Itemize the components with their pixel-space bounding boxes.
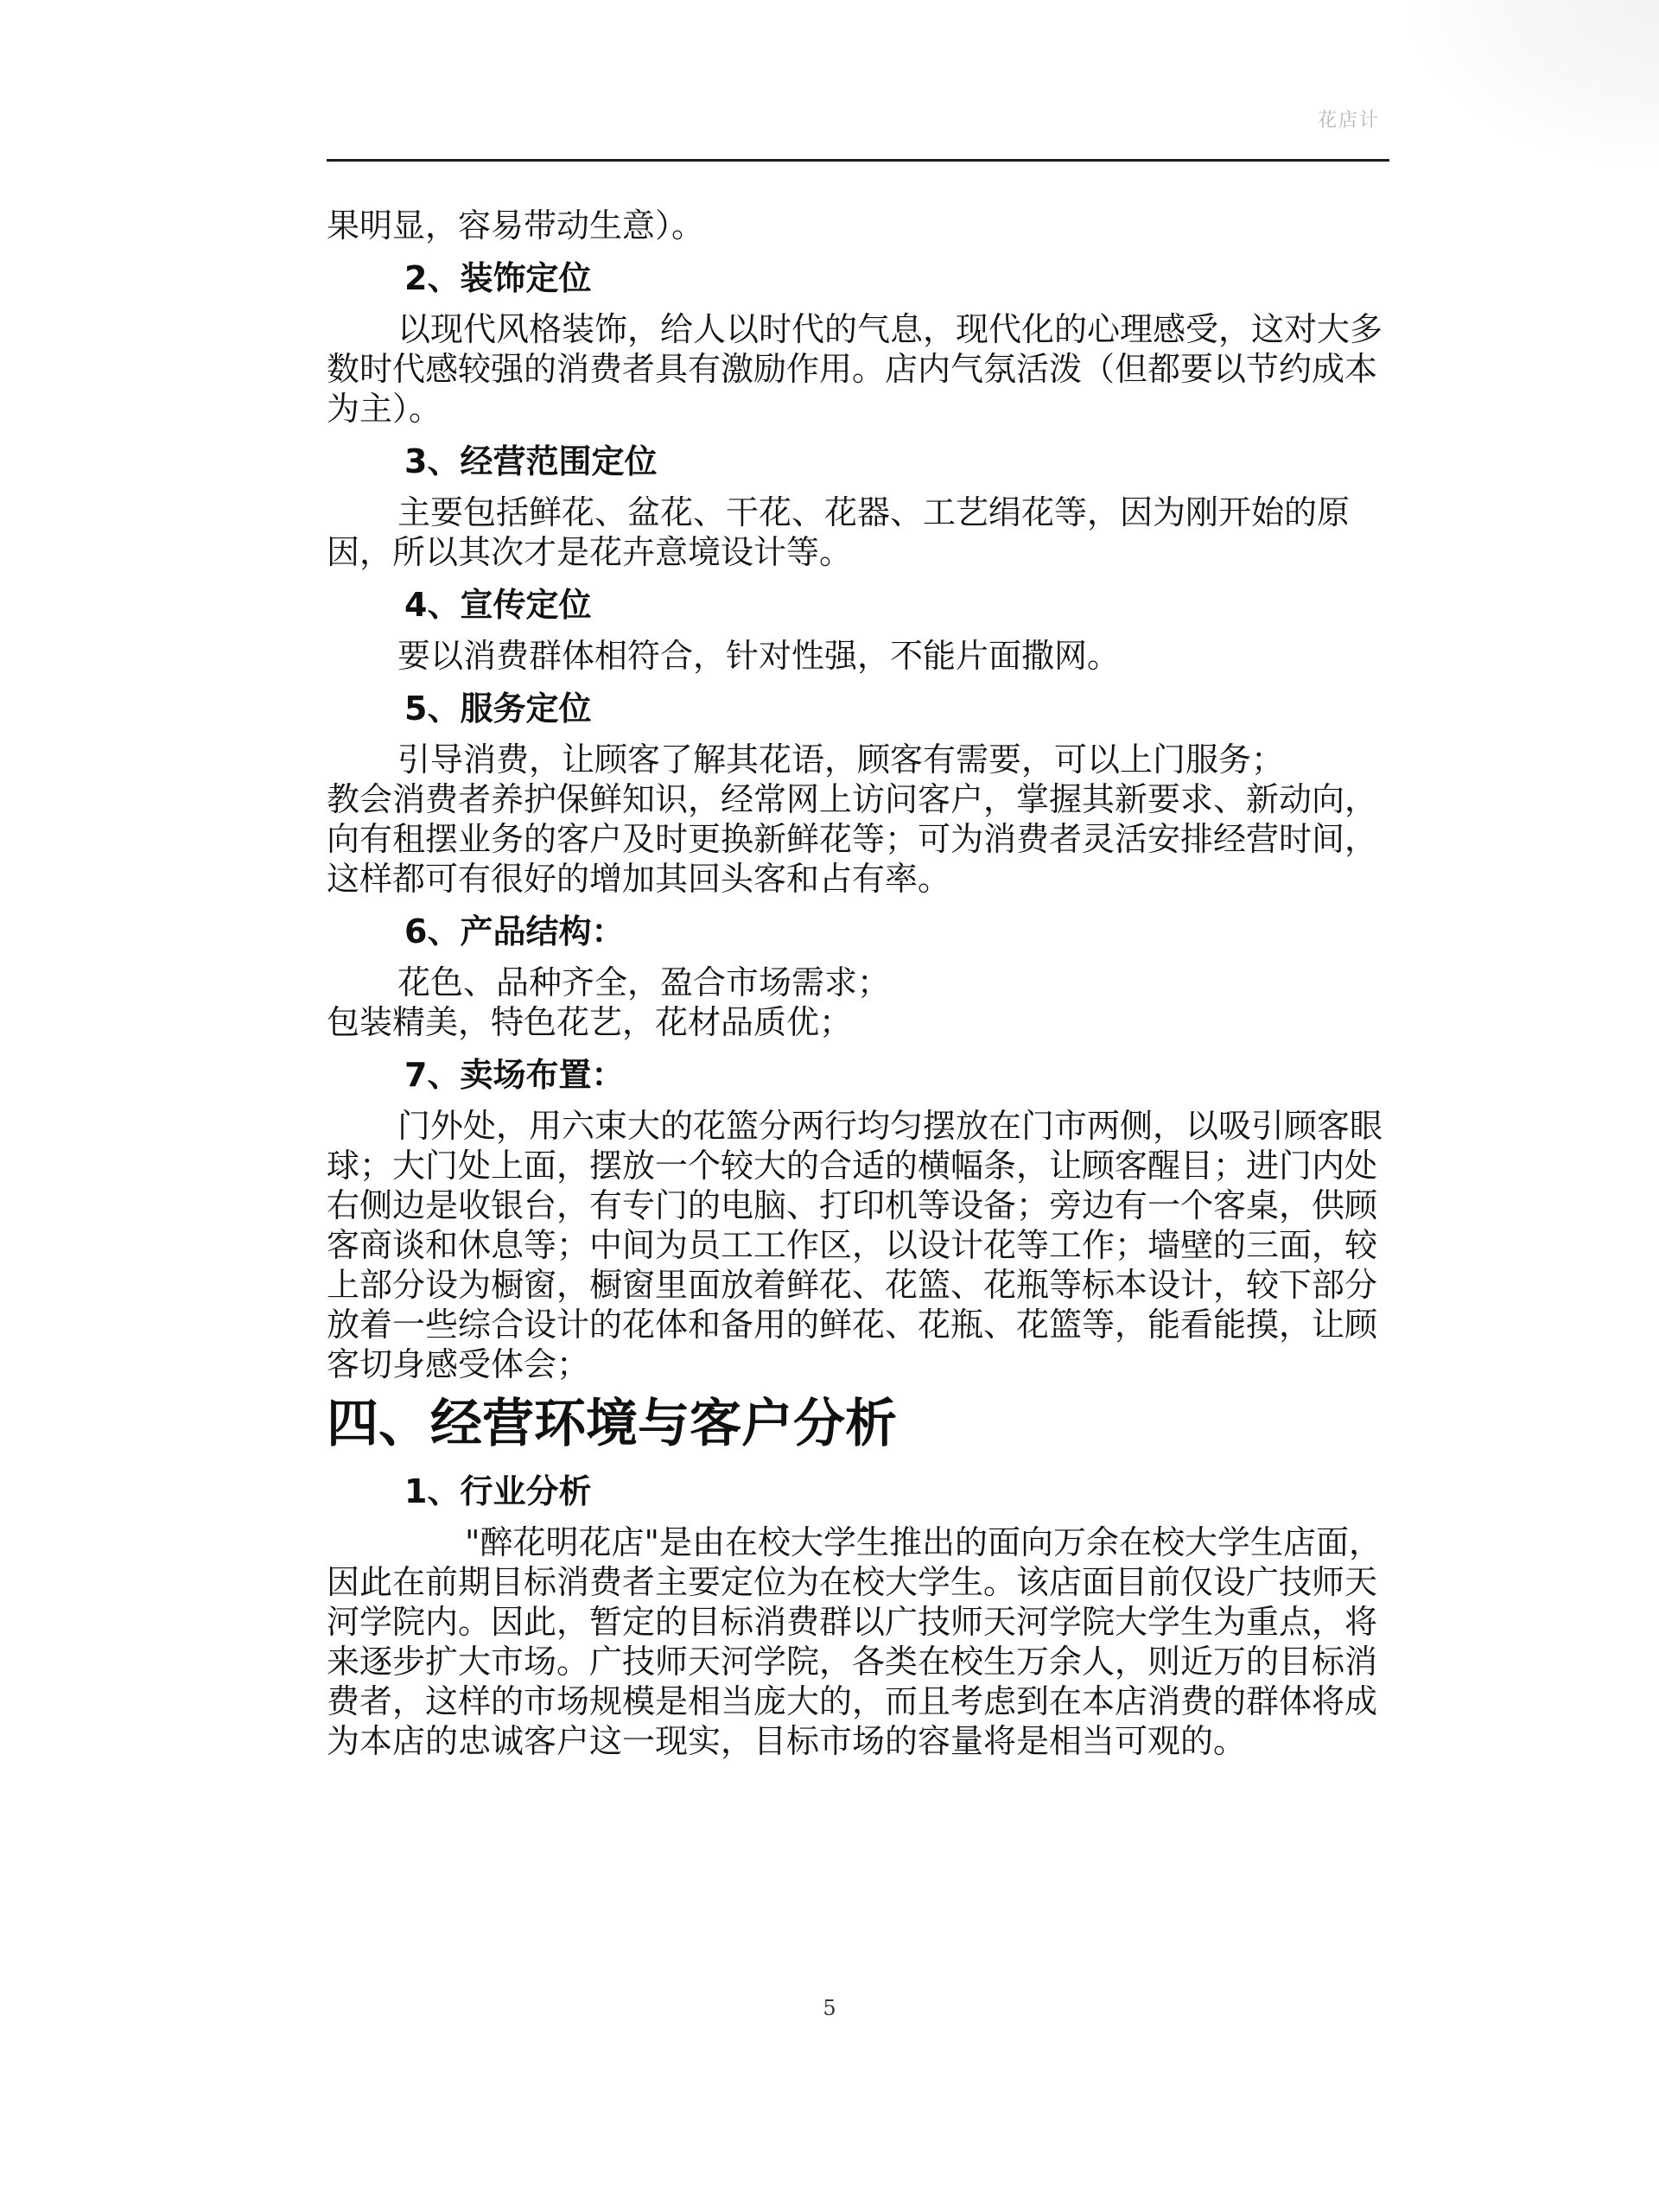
heading-decoration-positioning: 2、装饰定位 xyxy=(404,259,592,297)
section-heading-environment-analysis: 四、经营环境与客户分析 xyxy=(327,1394,897,1454)
product-line-1: 花色、品种齐全，盈合市场需求； xyxy=(397,963,891,1001)
page-number: 5 xyxy=(823,1996,836,2020)
paragraph-decoration-positioning: 以现代风格装饰，给人以时代的气息，现代化的心理感受，这对大多数时代感较强的消费者具有激励作用。店内气氛活泼（但都要以节约成本为主）。 xyxy=(327,310,1383,428)
paragraph-business-scope: 主要包括鲜花、盆花、干花、花器、工艺绢花等，因为刚开始的原因，所以其次才是花卉意境设计等。 xyxy=(327,493,1351,571)
document-body xyxy=(327,206,1398,1761)
service-line-1: 引导消费，让顾客了解其花语，顾客有需要，可以上门服务； xyxy=(397,741,1285,779)
service-body: 教会消费者养护保鲜知识，经常网上访问客户，掌握其新要求、新动向，向有租摆业务的客户及时更换新鲜花等；可为消费者灵活安排经营时间，这样都可有很好的增加其回头客和占有率。 xyxy=(327,780,1378,898)
product-line-2: 包装精美，特色花艺，花材品质优； xyxy=(327,1003,853,1041)
header-rule xyxy=(327,159,1389,162)
heading-promotion-positioning: 4、宣传定位 xyxy=(404,586,592,624)
intro-tail: 果明显，容易带动生意）。 xyxy=(327,207,705,245)
heading-industry-analysis: 1、行业分析 xyxy=(404,1472,592,1510)
product-structure-block xyxy=(327,963,1398,1042)
paragraph-industry-analysis: "醉花明花店"是由在校大学生推出的面向万余在校大学生店面，因此在前期目标消费者主要定位为在校大学生。该店面目前仅设广技师天河学院内。因此，暂定的目标消费群以广技师天河学院大学生为重点，将来逐步扩大市场。广技师天河学院，各类在校生万余人，则近万的目标消费者，这样的市场规模是相当庞大的，而且考虑到在本店消费的群体将成为本店的忠诚客户这一现实，目标市场的容量将是相当可观的。 xyxy=(327,1523,1382,1760)
page-corner-shadow xyxy=(1400,0,1659,173)
paragraph-promotion-positioning: 要以消费群体相符合，针对性强，不能片面撒网。 xyxy=(397,637,1121,675)
heading-service-positioning: 5、服务定位 xyxy=(404,690,592,728)
heading-business-scope: 3、经营范围定位 xyxy=(404,442,658,480)
heading-product-structure: 6、产品结构： xyxy=(404,912,625,950)
header-mark: 花店计 xyxy=(1318,110,1381,131)
paragraph-store-layout: 门外处，用六束大的花篮分两行均匀摆放在门市两侧，以吸引顾客眼球；大门处上面，摆放一个较大的合适的横幅条，让顾客醒目；进门内处右侧边是收银台，有专门的电脑、打印机等设备；旁边有一个客桌，供顾客商谈和休息等；中间为员工工作区，以设计花等工作；墙壁的三面，较上部分设为橱窗，橱窗里面放着鲜花、花篮、花瓶等标本设计，较下部分放着一些综合设计的花体和备用的鲜花、花瓶、花篮等，能看能摸，让顾客切身感受体会； xyxy=(327,1107,1383,1383)
service-positioning-block xyxy=(327,740,1398,899)
heading-store-layout: 7、卖场布置： xyxy=(404,1056,625,1094)
